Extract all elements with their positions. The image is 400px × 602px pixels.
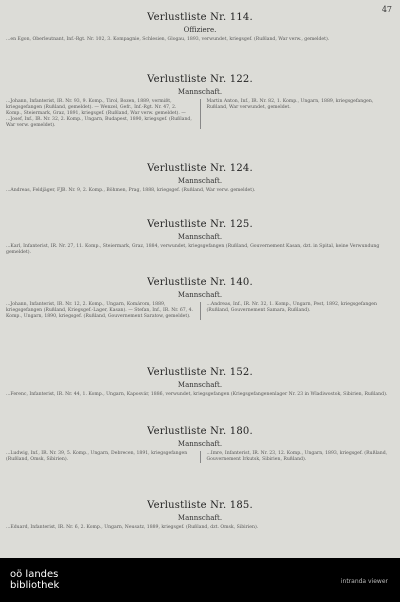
- section-list-185: [0, 500, 400, 531]
- section-subtitle: Mannschaft.: [177, 88, 223, 96]
- section-subtitle: Mannschaft.: [177, 381, 223, 389]
- right-column: ...Imre, Infanterist, IR. Nr. 23, 12. Komp., Ungarn, 1893, kriegsgef. (Rußland, Gouvernement Irkutsk, Sibirien, Rußland).: [206, 451, 388, 462]
- section-title: Verlustliste Nr. 185.: [147, 500, 253, 511]
- left-column: ...Johann, Infanterist, IR. Nr. 12, 2. Komp., Ungarn, Komárom, 1889, kriegsgefangen (Rußland, Kriegsgef.-Lager, Kasan). — Stefan, Inf., IR. Nr. 67, 4. Komp., Ungarn, 1890, kriegsgef. (Rußland, Gouvernement Saratow, gemeldet).: [0, 302, 201, 320]
- section-text: ...Karl, Infanterist, IR. Nr. 27, 11. Komp., Steiermark, Graz, 1884, verwundet, kriegsgefangen (Rußland, Gouvernement Kasan, dzt. in Spital, keine Verwundung gemeldet).: [6, 244, 380, 255]
- section-text: ...Eduard, Infanterist, IR. Nr. 6, 2. Komp., Ungarn, Neusatz, 1889, kriegsgef. (Rußland, dzt. Omsk, Sibirien).: [6, 525, 259, 530]
- section-list-114: [0, 12, 400, 43]
- section-subtitle: Mannschaft.: [177, 514, 223, 522]
- section-list-122: [0, 74, 400, 129]
- section-list-140: [0, 277, 400, 320]
- section-list-124: [0, 163, 400, 194]
- right-column: Martin Anton, Inf., IR. Nr. 82, 1. Komp., Ungarn, 1889, kriegsgefangen, Rußland, War verwundet, gemeldet.: [206, 99, 374, 110]
- section-subtitle: Mannschaft.: [177, 177, 223, 185]
- right-column: ...Andreas, Inf., IR. Nr. 32, 1. Komp., Ungarn, Pest, 1892, kriegsgefangen (Rußland, Gouvernement Samara, Rußland).: [206, 302, 377, 313]
- library-logo[interactable]: [10, 569, 59, 591]
- section-list-125: [0, 219, 400, 256]
- logo-line-1: oö landes: [10, 569, 59, 580]
- section-subtitle: Mannschaft.: [177, 440, 223, 448]
- left-column: ...Ludwig, Inf., IR. Nr. 39, 5. Komp., Ungarn, Debrecen, 1891, kriegsgefangen (Rußland, Omsk, Sibirien).: [0, 451, 201, 463]
- left-column: ...Johann, Infanterist, IR. Nr. 93, 9. Komp., Tirol, Bozen, 1889, vermißt, kriegsgefangen (Rußland, gemeldet). — Wenzel, Gefr., Inf.-Rgt. Nr. 47, 2. Komp., Steiermark, Graz, 1891, kriegsgef. (Rußland, War verw. gemeldet). — ...Josef, Inf., IR. Nr. 32, 2. Komp., Ungarn, Budapest, 1890, kriegsgef. (Rußland, War verw. gemeldet).: [0, 99, 201, 129]
- section-list-180: [0, 426, 400, 463]
- section-title: Verlustliste Nr. 122.: [147, 74, 253, 85]
- viewer-footer: [0, 558, 400, 602]
- two-column-text: [0, 99, 400, 129]
- section-subtitle: Mannschaft.: [177, 233, 223, 241]
- section-list-152: [0, 367, 400, 398]
- logo-line-2: bibliothek: [10, 580, 60, 591]
- section-title: Verlustliste Nr. 114.: [147, 12, 253, 23]
- viewer-label[interactable]: intranda viewer: [340, 578, 388, 585]
- page-number: 47: [381, 5, 392, 14]
- section-subtitle: Mannschaft.: [177, 291, 223, 299]
- section-title: Verlustliste Nr. 180.: [147, 426, 253, 437]
- section-text: ...en Egon, Oberleutnant, Inf.-Rgt. Nr. 102, 3. Kompagnie, Schlesien, Glogau, 1893, verwundet, kriegsgef. (Rußland, War verw., gemeldet).: [6, 37, 330, 42]
- two-column-text: [0, 451, 400, 463]
- section-title: Verlustliste Nr. 125.: [147, 219, 253, 230]
- section-title: Verlustliste Nr. 140.: [147, 277, 253, 288]
- section-text: ...Andreas, Feldjäger, FJB. Nr. 9, 2. Komp., Böhmen, Prag, 1888, kriegsgef. (Rußland, War verw. gemeldet).: [6, 188, 256, 193]
- section-text: ...Ferenc, Infanterist, IR. Nr. 44, 1. Komp., Ungarn, Kaposvár, 1886, verwundet, kriegsgefangen (Kriegsgefangenenlager Nr. 23 in Wladiwostok, Sibirien, Rußland).: [6, 392, 388, 397]
- two-column-text: [0, 302, 400, 320]
- section-title: Verlustliste Nr. 124.: [147, 163, 253, 174]
- section-subtitle: Offiziere.: [183, 26, 217, 34]
- section-title: Verlustliste Nr. 152.: [147, 367, 253, 378]
